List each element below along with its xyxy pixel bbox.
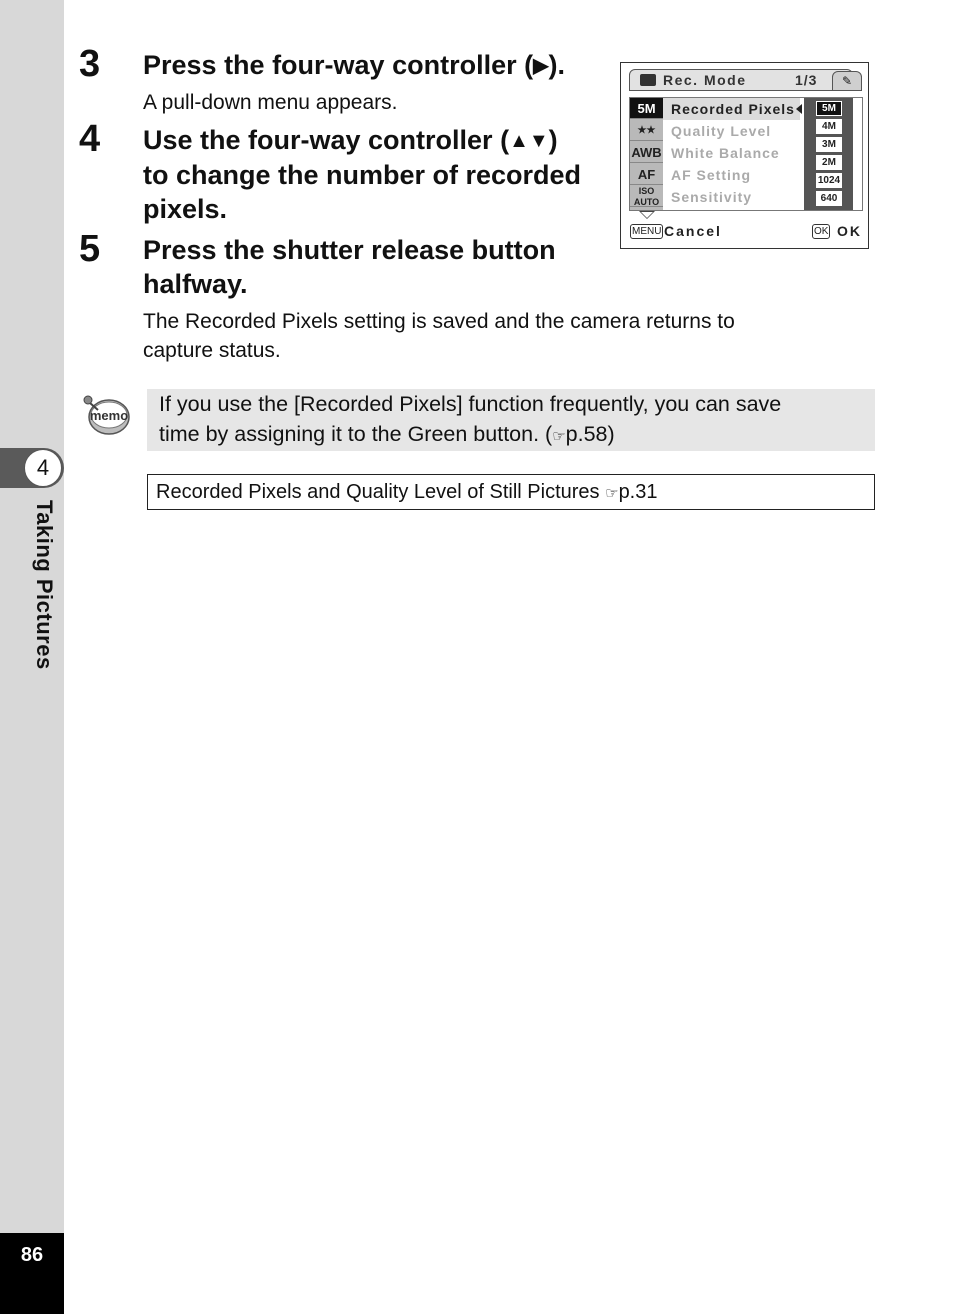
iso-auto-icon: ISO AUTO xyxy=(630,186,663,207)
white-balance-icon: AWB xyxy=(630,142,663,163)
option-3m: 3M xyxy=(816,137,842,152)
recorded-pixels-icon: 5M xyxy=(630,98,663,119)
page-number: 86 xyxy=(20,1244,44,1266)
up-down-arrows-icon: ▲▼ xyxy=(509,130,549,152)
menu-button-icon: MENU xyxy=(632,226,662,237)
menu-item-sensitivity: Sensitivity xyxy=(671,189,753,205)
chapter-number: 4 xyxy=(24,449,62,487)
svg-text:memo: memo xyxy=(89,408,129,423)
step-3-heading: Press the four-way controller (▶). xyxy=(143,48,565,83)
menu-item-quality-level: Quality Level xyxy=(671,123,772,139)
step-3-body: A pull-down menu appears. xyxy=(143,91,398,114)
menu-item-af-setting: AF Setting xyxy=(671,167,751,183)
menu-page-indicator: 1/3 xyxy=(795,72,818,88)
memo-box xyxy=(147,389,875,451)
ok-button-icon: OK xyxy=(814,226,829,237)
memo-page-link[interactable]: p.58) xyxy=(565,422,615,446)
option-640: 640 xyxy=(816,191,842,206)
reference-box xyxy=(147,474,875,510)
camera-screen-illustration xyxy=(620,62,869,249)
step-5-heading: Press the shutter release button halfway. xyxy=(143,235,556,299)
step-5-number: 5 xyxy=(79,228,101,270)
left-arrow-icon xyxy=(796,104,802,114)
af-icon: AF xyxy=(630,164,663,185)
reference-page-link[interactable]: p.31 xyxy=(618,481,658,503)
menu-icon-column xyxy=(630,98,663,210)
step-4-heading: Use the four-way controller (▲▼) to change the number of recorded pixels. xyxy=(143,125,582,224)
pixels-option-list xyxy=(804,98,853,210)
pointing-hand-icon: ☞ xyxy=(605,485,619,502)
quality-stars-icon: ★★ xyxy=(630,120,663,141)
reference-text: Recorded Pixels and Quality Level of Still Pictures ☞p.31 xyxy=(156,481,658,503)
menu-header-tab xyxy=(629,69,853,91)
pointing-hand-icon: ☞ xyxy=(552,428,566,445)
chapter-label: Taking Pictures xyxy=(32,500,57,670)
menu-title: Rec. Mode xyxy=(663,72,747,88)
option-5m: 5M xyxy=(816,101,842,116)
right-arrow-icon: ▶ xyxy=(533,55,549,77)
memo-text: If you use the [Recorded Pixels] function frequently, you can save time by assigning it to the Green button. (☞p.58) xyxy=(159,392,782,446)
option-2m: 2M xyxy=(816,155,842,170)
memo-icon xyxy=(82,394,130,436)
scroll-down-icon xyxy=(639,211,655,219)
menu-item-recorded-pixels: Recorded Pixels xyxy=(671,101,795,117)
cancel-label: Cancel xyxy=(664,223,722,239)
option-1024: 1024 xyxy=(817,175,841,186)
step-4-number: 4 xyxy=(79,118,101,160)
step-3-number: 3 xyxy=(79,43,101,85)
option-4m: 4M xyxy=(816,119,842,134)
menu-panel xyxy=(629,97,863,211)
menu-item-white-balance: White Balance xyxy=(671,145,780,161)
wrench-icon: ✎ xyxy=(832,71,862,91)
ok-label: OK xyxy=(837,223,862,239)
step-5-body: The Recorded Pixels setting is saved and the camera returns to capture status. xyxy=(143,310,735,362)
camera-icon xyxy=(640,74,656,86)
